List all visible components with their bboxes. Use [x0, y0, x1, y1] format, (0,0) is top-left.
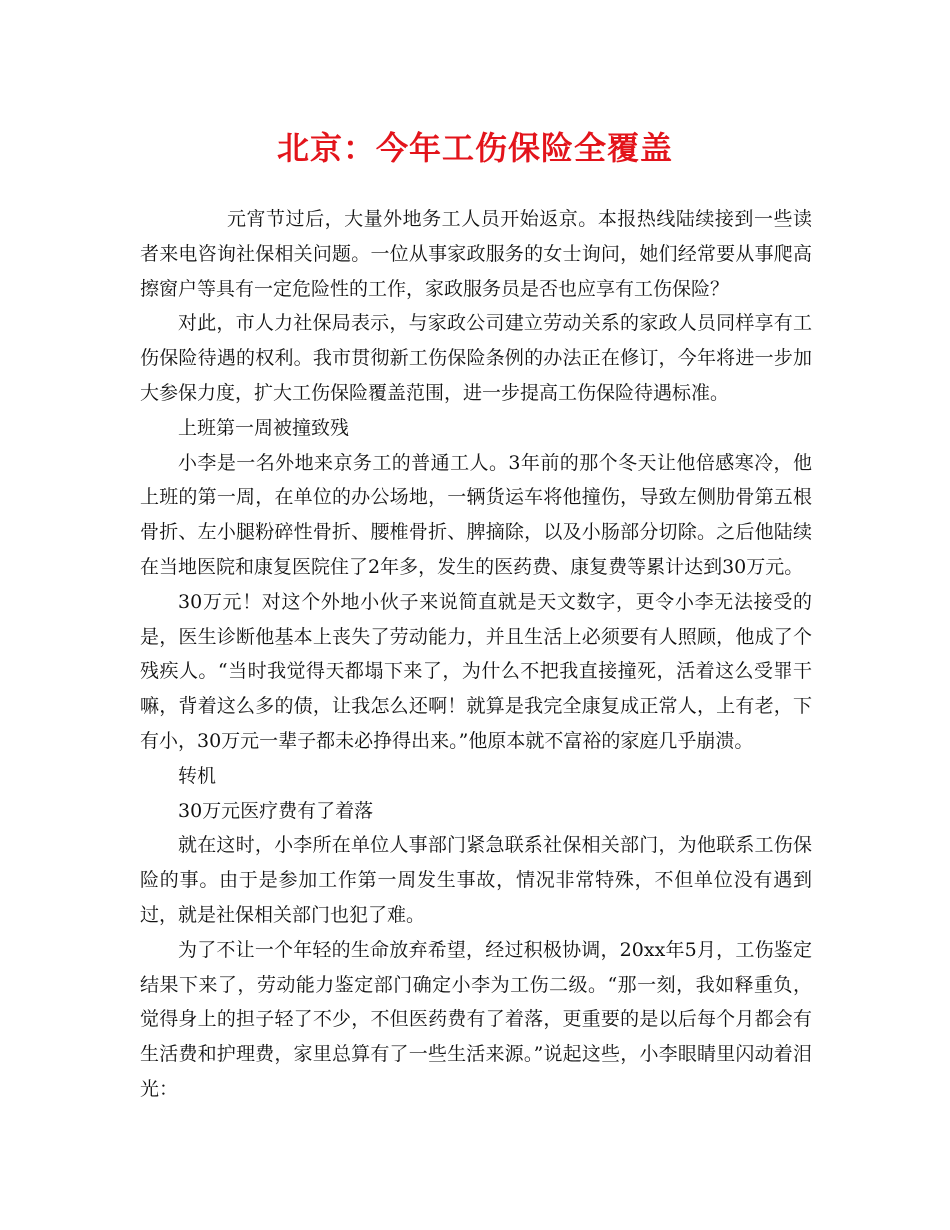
document-title: 北京：今年工伤保险全覆盖: [276, 129, 673, 167]
paragraph-accident: 小李是一名外地来京务工的普通工人。3年前的那个冬天让他倍感寒冷，他上班的第一周，在单位的办公场地，一辆货运车将他撞伤，导致左侧肋骨第五根骨折、左小腿粉碎性骨折、腰椎骨折、脾摘除，以及小肠部分切除。之后他陆续在当地医院和康复医院住了2年多，发生的医药费、康复费等累计达到30万元。: [140, 451, 812, 578]
document-body: [140, 202, 812, 1107]
paragraph-result: 为了不让一个年轻的生命放弃希望，经过积极协调，20xx年5月，工伤鉴定结果下来了，劳动能力鉴定部门确定小李为工伤二级。“那一刻，我如释重负，觉得身上的担子轻了不少，不但医药费有了着落，更重要的是以后每个月都会有生活费和护理费，家里总算有了一些生活来源。”说起这些，小李眼睛里闪动着泪光：: [140, 938, 812, 1100]
paragraph-cost: 30万元！对这个外地小伙子来说简直就是天文数字，更令小李无法接受的是，医生诊断他基本上丧失了劳动能力，并且生活上必须要有人照顾，他成了个残疾人。“当时我觉得天都塌下来了，为什么不把我直接撞死，活着这么受罪干嘛，背着这么多的债，让我怎么还啊！就算是我完全康复成正常人，上有老，下有小，30万元一辈子都未必挣得出来。”他原本就不富裕的家庭几乎崩溃。: [140, 590, 812, 752]
section-subheading-medical: 30万元医疗费有了着落: [178, 799, 374, 822]
section-heading-injury: 上班第一周被撞致残: [178, 416, 350, 439]
paragraph-intro: 元宵节过后，大量外地务工人员开始返京。本报热线陆续接到一些读者来电咨询社保相关问题。一位从事家政服务的女士询问，她们经常要从事爬高擦窗户等具有一定危险性的工作，家政服务员是否也应享有工伤保险？: [140, 208, 812, 300]
paragraph-response: 对此，市人力社保局表示，与家政公司建立劳动关系的家政人员同样享有工伤保险待遇的权利。我市贯彻新工伤保险条例的办法正在修订，今年将进一步加大参保力度，扩大工伤保险覆盖范围，进一步提高工伤保险待遇标准。: [140, 312, 812, 404]
paragraph-contact: 就在这时，小李所在单位人事部门紧急联系社保相关部门，为他联系工伤保险的事。由于是参加工作第一周发生事故，情况非常特殊，不但单位没有遇到过，就是社保相关部门也犯了难。: [140, 834, 812, 926]
section-heading-turnaround: 转机: [178, 764, 217, 787]
